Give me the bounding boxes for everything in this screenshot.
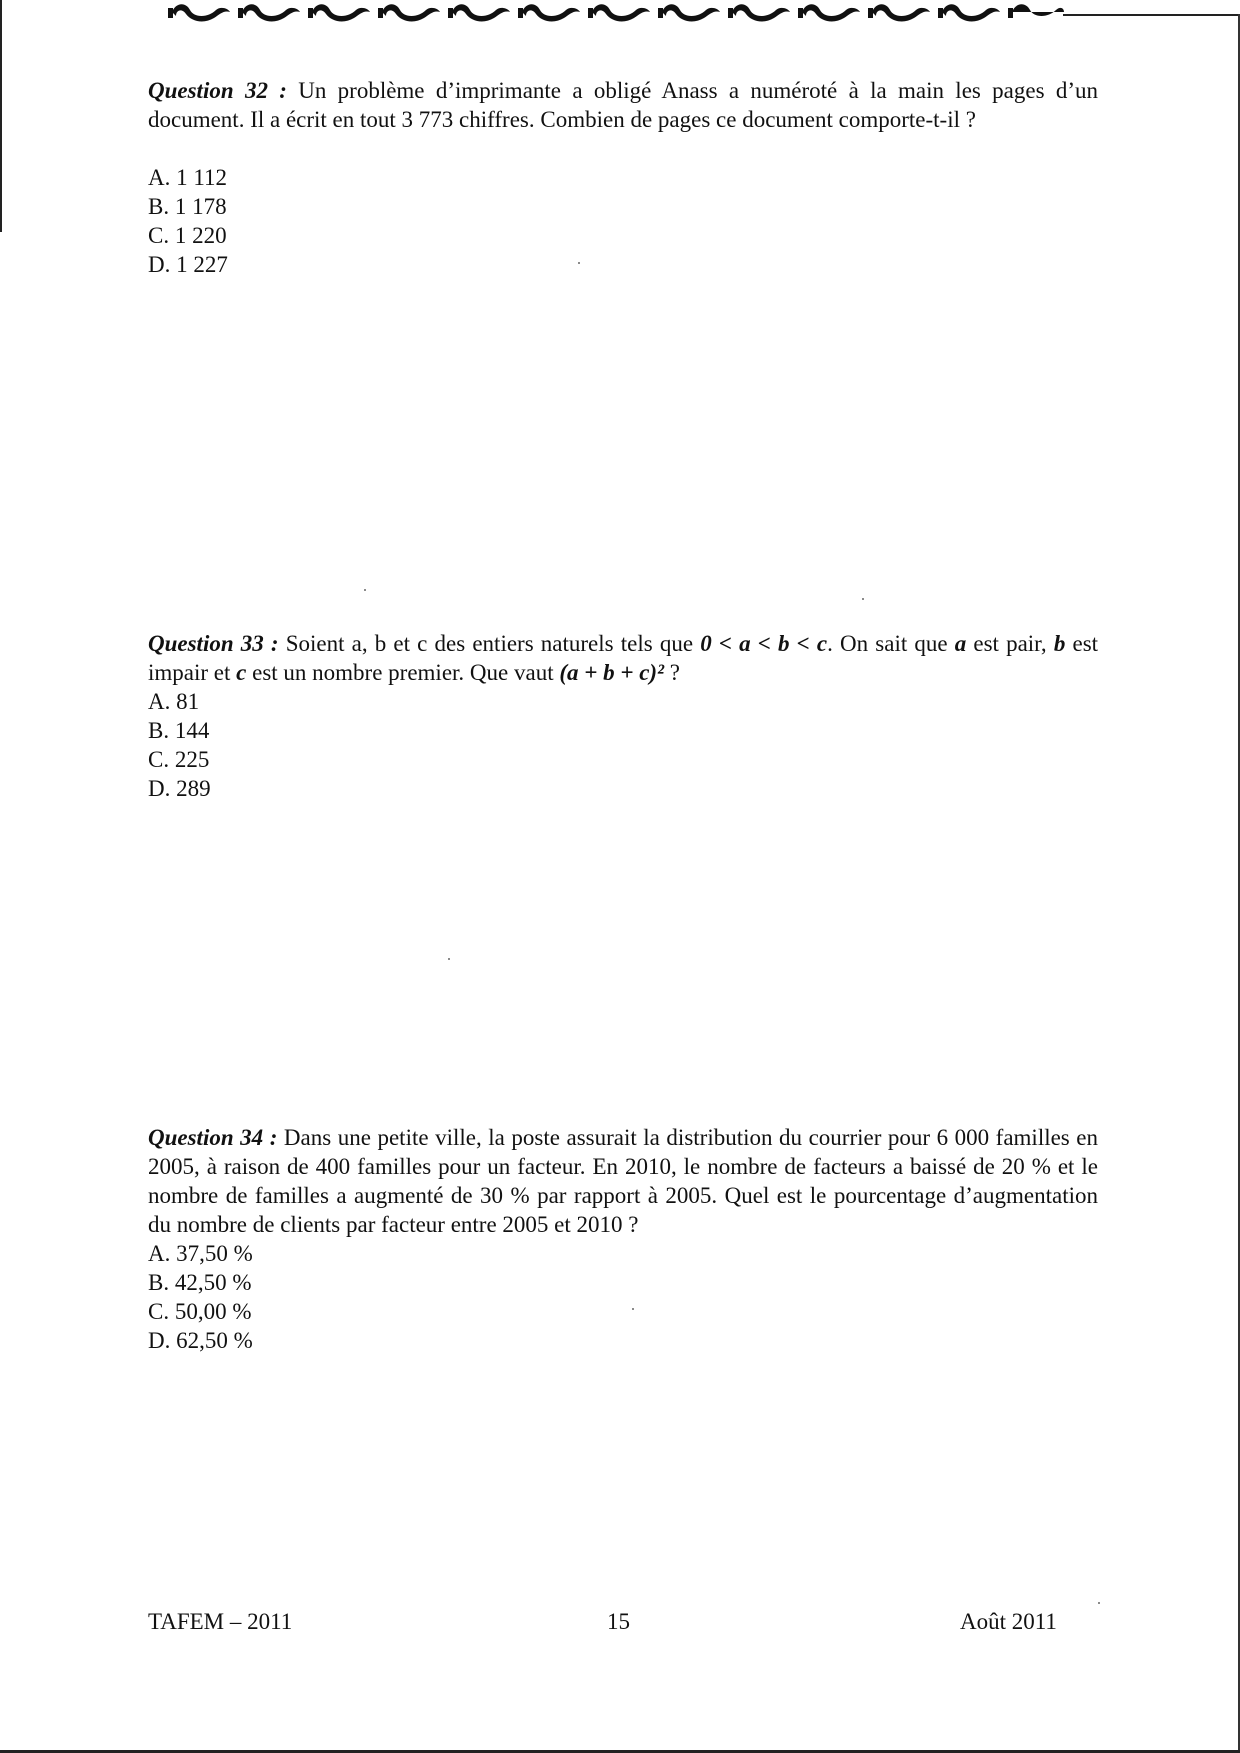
question-body-part: est un nombre premier. Que vaut [252, 660, 554, 685]
scan-speck [1098, 1602, 1100, 1604]
choice-d[interactable]: D. 1 227 [148, 252, 228, 277]
choice-c[interactable]: C. 50,00 % [148, 1299, 252, 1324]
scan-edge-left [0, 0, 2, 232]
question-body-part: est pair, [973, 631, 1047, 656]
footer-page-number: 15 [607, 1609, 630, 1634]
choice-a[interactable]: A. 81 [148, 689, 200, 714]
math-condition: 0 < a < b < c [700, 631, 828, 656]
choice-a[interactable]: A. 37,50 % [148, 1241, 253, 1266]
choice-a[interactable]: A. 1 112 [148, 165, 228, 190]
question-text [148, 629, 1098, 687]
question-label: Question 34 : [148, 1125, 278, 1150]
choice-b[interactable]: B. 42,50 % [148, 1270, 252, 1295]
scan-speck [578, 262, 580, 264]
question-label: Question 33 : [148, 631, 279, 656]
choice-c[interactable]: C. 1 220 [148, 223, 227, 248]
question-body: Un problème d’imprimante a obligé Anass a numéroté à la main les pages d’un document. Il a écrit en tout 3 773 chiffres. Combien de pages ce document comporte-t-il ? [148, 78, 1098, 132]
scan-speck [448, 958, 450, 960]
question-body-part: ? [669, 660, 680, 685]
scan-edge-top [1063, 14, 1240, 16]
scan-speck [862, 598, 864, 600]
question-label: Question 32 : [148, 78, 287, 103]
choice-b[interactable]: B. 1 178 [148, 194, 227, 219]
answer-choices [148, 163, 1098, 279]
decorative-border-ornament [168, 0, 1068, 26]
question-text [148, 76, 1098, 134]
math-variable-c: c [236, 660, 247, 685]
choice-b[interactable]: B. 144 [148, 718, 210, 743]
choice-c[interactable]: C. 225 [148, 747, 210, 772]
question-body-part: . On sait que [827, 631, 948, 656]
answer-choices [148, 687, 1098, 803]
question-body-part: Soient a, b et c des entiers naturels tels que [285, 631, 694, 656]
choice-d[interactable]: D. 289 [148, 776, 211, 801]
footer-exam-title: TAFEM – 2011 [148, 1609, 293, 1634]
answer-choices [148, 1239, 1098, 1355]
question-body-part: est impair et [148, 631, 1099, 685]
scan-speck [632, 1308, 634, 1310]
math-expression: (a + b + c)² [559, 660, 664, 685]
question-text [148, 1123, 1098, 1239]
choice-d[interactable]: D. 62,50 % [148, 1328, 253, 1353]
scan-speck [364, 589, 366, 591]
question-body: Dans une petite ville, la poste assurait la distribution du courrier pour 6 000 familles en 2005, à raison de 400 familles pour un facteur. En 2010, le nombre de facteurs a baissé de 20 % et le nombre de familles a augmenté de 30 % par rapport à 2005. Quel est le pourcentage d’augmentation du nombre de clients par facteur entre 2005 et 2010 ? [148, 1125, 1099, 1237]
footer-date: Août 2011 [960, 1609, 1057, 1634]
question-34 [148, 1123, 1098, 1355]
math-variable-b: b [1053, 631, 1066, 656]
math-variable-a: a [954, 631, 967, 656]
question-33 [148, 629, 1098, 803]
question-32 [148, 76, 1098, 279]
